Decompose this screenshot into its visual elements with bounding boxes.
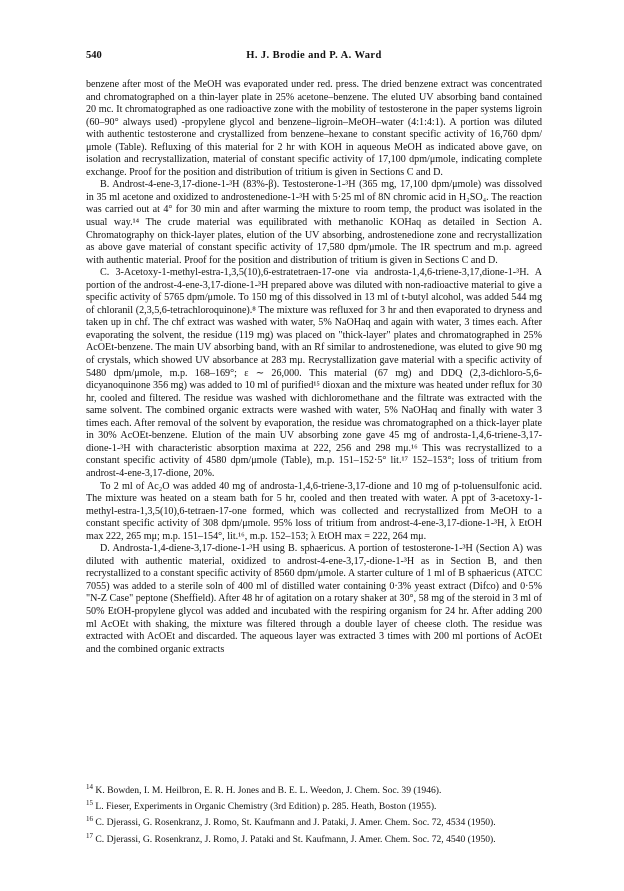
reference-text: K. Bowden, I. M. Heilbron, E. R. H. Jones and B. E. L. Weedon, J. Chem. Soc. 39 (1946). xyxy=(95,785,442,797)
reference-number: 15 xyxy=(86,799,93,808)
reference-item xyxy=(86,797,542,813)
reference-number: 16 xyxy=(86,815,93,824)
reference-text: L. Fieser, Experiments in Organic Chemistry (3rd Edition) p. 285. Heath, Boston (1955). xyxy=(95,801,437,813)
reference-item xyxy=(86,830,542,846)
reference-number: 14 xyxy=(86,783,93,791)
reference-item xyxy=(86,813,542,829)
paragraph-section-d: D. Androsta-1,4-diene-3,17-dione-1-³H using B. sphaericus. A portion of testosterone-1-³H (Section A) was diluted with authentic material, oxidized to androst-4-ene-3,17,-dione-1-³H as in Section B, and then recrystallized to a constant specific activity of 8560 dpm/μmole. A starter culture of 1 ml of B sphaericus (ATCC 7055) was added to a sterile soln of 400 ml of distilled water containing 0·3% yeast extract (Difco) and 0·5% "N-Z Case" peptone (Sheffield). After 48 hr of agitation on a rotary shaker at 30°, 58 mg of the steroid in 3 ml of 50% EtOH-propylene glycol was added and incubated with the respiring organism for 24 hr. After adding 200 ml AcOEt with shaking, the mixture was filtered through a double layer of cheese cloth. The residue was extracted with AcOEt and discarded. The aqueous layer was extracted 3 times with 200 ml portions of AcOEt and the combined organic extracts xyxy=(86,543,542,655)
article-body xyxy=(86,79,542,656)
running-header xyxy=(86,50,542,68)
reference-text: C. Djerassi, G. Rosenkranz, J. Romo, J. Pataki and St. Kaufmann, J. Amer. Chem. Soc. 72, 4540 (1950). xyxy=(95,833,496,845)
paragraph-acetylation: To 2 ml of Ac₂O was added 40 mg of androsta-1,4,6-triene-3,17-dione and 10 mg of p-toluensulfonic acid. The mixture was heated on a steam bath for 5 hr, cooled and then treated with water. A ppt of 3-acetoxy-1-methyl-estra-1,3,5(10),6-tetraen-17-one formed, which was collected and recrystallized from MeOH to a constant specific activity of 308 dpm/μmole. 95% loss of tritium from androst-4-ene-3,17-dione-1-³H, λ EtOH max 222, 265 mμ; m.p. 151–154°, lit.¹⁶, m.p. 152–153; λ EtOH max = 222, 264 mμ. xyxy=(86,480,542,542)
paragraph-section-b: B. Androst-4-ene-3,17-dione-1-³H (83%-β). Testosterone-1-³H (365 mg, 17,100 dpm/μmole) was dissolved in 35 ml acetone and oxidized to androstenedione-1-³H with 5·25 ml of 8N chromic acid in H₂SO₄. The reaction was carried out at 4° for 30 min and after warming the mixture to room temp, the product was isolated in the usual way.¹⁴ The crude material was equilibrated with methanolic KOHaq as detailed in Section A. Chromatography on thick-layer plates, elution of the UV absorbing, androstenedione zone and recrystallization as above gave material of constant specific activity of 17,580 dpm/μmole. The IR spectrum and m.p. agreed with authentic material. Proof for the position and distribution of tritium is given in Sections C and D. xyxy=(86,179,542,266)
reference-number: 17 xyxy=(86,831,93,840)
paragraph-section-c: C. 3-Acetoxy-1-methyl-estra-1,3,5(10),6-estratetraen-17-one via androsta-1,4,6-triene-3,17,dione-1-³H. A portion of the androst-4-ene-3,17-dione-1-³H prepared above was diluted with non-radioactive material to give a specific activity of 5765 dpm/μmole. To 150 mg of this dissolved in 13 ml of t-butyl alcohol, was added 544 mg of chloranil (2,3,5,6-tetrachloroquinone).⁸ The mixture was refluxed for 3 hr and then evaporated to dryness and taken up in chf. The chf extract was washed with water, 5% NaOHaq and again with water, 3 times each. After evaporating the solvent, the residue (119 mg) was placed on "thick-layer" plates and chromatographed in 25% AcOEt-benzene. The main UV absorbing band, with an Rf similar to androstenedione, was eluted to give 90 mg of crystals, which showed UV absorbance at 283 mμ. Recrystallization gave material with a specific activity of 5480 dpm/μmole, m.p. 168–169°; ε ∼ 26,000. This material (67 mg) and DDQ (2,3-dichloro-5,6-dicyanoquinone 356 mg) was added to 10 ml of purified¹⁵ dioxan and the mixture was heated under reflux for 30 hr, cooled and filtered. The residue was washed with dichloromethane and the filtrate was extracted with the same solvent. The combined organic extracts were washed with water, 5% NaOHaq and finally with water 3 times each. After removal of the solvent by evaporation, the residue was chromatographed on a thick-layer plate in 30% AcOEt-benzene. Elution of the main UV absorbing zone gave 45 mg of androsta-1,4,6-triene-3,17-dione-1-³H with characteristic absorption maxima at 222, 256 and 298 mμ.¹⁶ This was recrystallized to a constant specific activity of 4580 dpm/μmole (Table), m.p. 151–152·5° lit.¹⁷ 152–153°; loss of tritium from androst-4-ene-3,17-dione, 20%. xyxy=(86,267,542,479)
paragraph-continued: benzene after most of the MeOH was evaporated under red. press. The dried benzene extract was concentrated and chromatographed on a thin-layer plate in 25% acetone–benzene. The eluted UV absorbing band contained 20 mc. It chromatographed as one radioactive zone with the mobility of testosterone in the paper systems ligroin (60–90° always used) -propylene glycol and benzene–ligroin–MeOH–water (4:1:4:1). A portion was diluted with authentic testosterone and crystallized from benzene–hexane to constant specific activity of 16,760 dpm/μmole (Table). Refluxing of this material for 2 hr with KOH in aqueous MeOH as indicated above gave, on isolation and recrystallization, material of constant specific activity of 17,100 dpm/μmole, indicating complete exchange. Proof for the position and distribution of tritium is given in Sections C and D. xyxy=(86,79,542,178)
reference-item xyxy=(86,781,542,797)
reference-text: C. Djerassi, G. Rosenkranz, J. Romo, St. Kaufmann and J. Pataki, J. Amer. Chem. Soc. 72, 4534 (1950). xyxy=(95,817,496,829)
footnote-references xyxy=(86,781,542,846)
page-number: 540 xyxy=(86,50,102,61)
running-title: H. J. Brodie and P. A. Ward xyxy=(246,50,382,61)
